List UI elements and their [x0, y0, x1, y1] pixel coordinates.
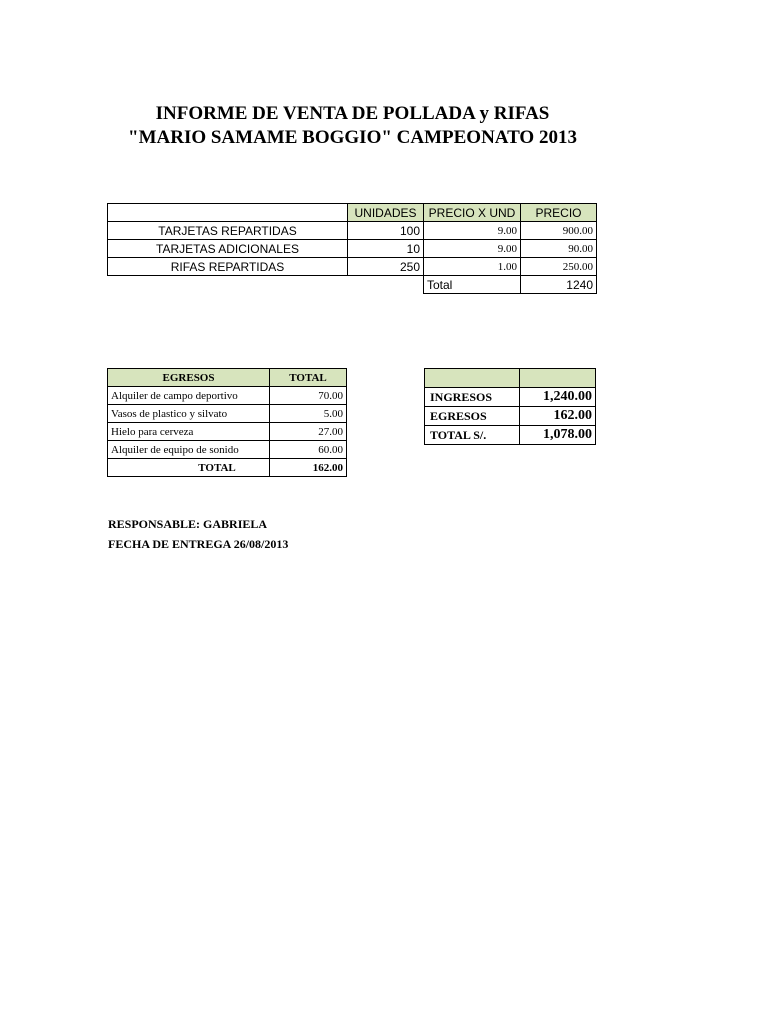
report-title-line2: "MARIO SAMAME BOGGIO" CAMPEONATO 2013	[128, 127, 577, 148]
resumen-label: TOTAL S/.	[425, 426, 520, 445]
ventas-concepto: TARJETAS ADICIONALES	[108, 240, 348, 258]
egresos-header-row	[108, 369, 347, 387]
ventas-unidades: 10	[348, 240, 424, 258]
egresos-table	[107, 368, 347, 477]
fecha-entrega-text: FECHA DE ENTREGA 26/08/2013	[108, 537, 289, 551]
table-row	[425, 426, 596, 445]
ventas-unidades: 250	[348, 258, 424, 276]
egresos-concepto: Vasos de plastico y silvato	[108, 405, 270, 423]
report-title-line1: INFORME DE VENTA DE POLLADA y RIFAS	[155, 103, 550, 124]
table-row	[108, 405, 347, 423]
egresos-total-row	[108, 459, 347, 477]
table-row	[108, 240, 597, 258]
ventas-header-blank	[108, 204, 348, 222]
ventas-header-precio-und: PRECIO X UND	[424, 204, 521, 222]
ventas-header-unidades: UNIDADES	[348, 204, 424, 222]
ventas-header-row	[108, 204, 597, 222]
resumen-label: EGRESOS	[425, 407, 520, 426]
table-row	[108, 441, 347, 459]
egresos-total: 60.00	[270, 441, 347, 459]
ventas-precio-und: 9.00	[424, 222, 521, 240]
egresos-header-concepto: EGRESOS	[108, 369, 270, 387]
ventas-total-value: 1240	[521, 276, 597, 294]
table-row	[108, 222, 597, 240]
egresos-concepto: Alquiler de campo deportivo	[108, 387, 270, 405]
egresos-header-total: TOTAL	[270, 369, 347, 387]
ventas-table	[107, 203, 597, 294]
ventas-precio-und: 1.00	[424, 258, 521, 276]
table-row	[425, 388, 596, 407]
egresos-total: 27.00	[270, 423, 347, 441]
ventas-total-label: Total	[424, 276, 521, 294]
resumen-header-row	[425, 369, 596, 388]
ventas-precio: 250.00	[521, 258, 597, 276]
ventas-precio: 900.00	[521, 222, 597, 240]
resumen-value: 162.00	[520, 407, 596, 426]
egresos-concepto: Alquiler de equipo de sonido	[108, 441, 270, 459]
resumen-value: 1,078.00	[520, 426, 596, 445]
table-row	[425, 407, 596, 426]
resumen-label: INGRESOS	[425, 388, 520, 407]
table-row	[108, 423, 347, 441]
egresos-concepto: Hielo para cerveza	[108, 423, 270, 441]
egresos-total-label: TOTAL	[108, 459, 270, 477]
egresos-total: 5.00	[270, 405, 347, 423]
ventas-unidades: 100	[348, 222, 424, 240]
ventas-total-row	[108, 276, 597, 294]
ventas-precio-und: 9.00	[424, 240, 521, 258]
resumen-table	[424, 368, 596, 445]
ventas-precio: 90.00	[521, 240, 597, 258]
table-row	[108, 258, 597, 276]
ventas-header-precio: PRECIO	[521, 204, 597, 222]
egresos-total-value: 162.00	[270, 459, 347, 477]
egresos-total: 70.00	[270, 387, 347, 405]
resumen-value: 1,240.00	[520, 388, 596, 407]
table-row	[108, 387, 347, 405]
ventas-concepto: RIFAS REPARTIDAS	[108, 258, 348, 276]
ventas-concepto: TARJETAS REPARTIDAS	[108, 222, 348, 240]
responsable-text: RESPONSABLE: GABRIELA	[108, 517, 268, 531]
